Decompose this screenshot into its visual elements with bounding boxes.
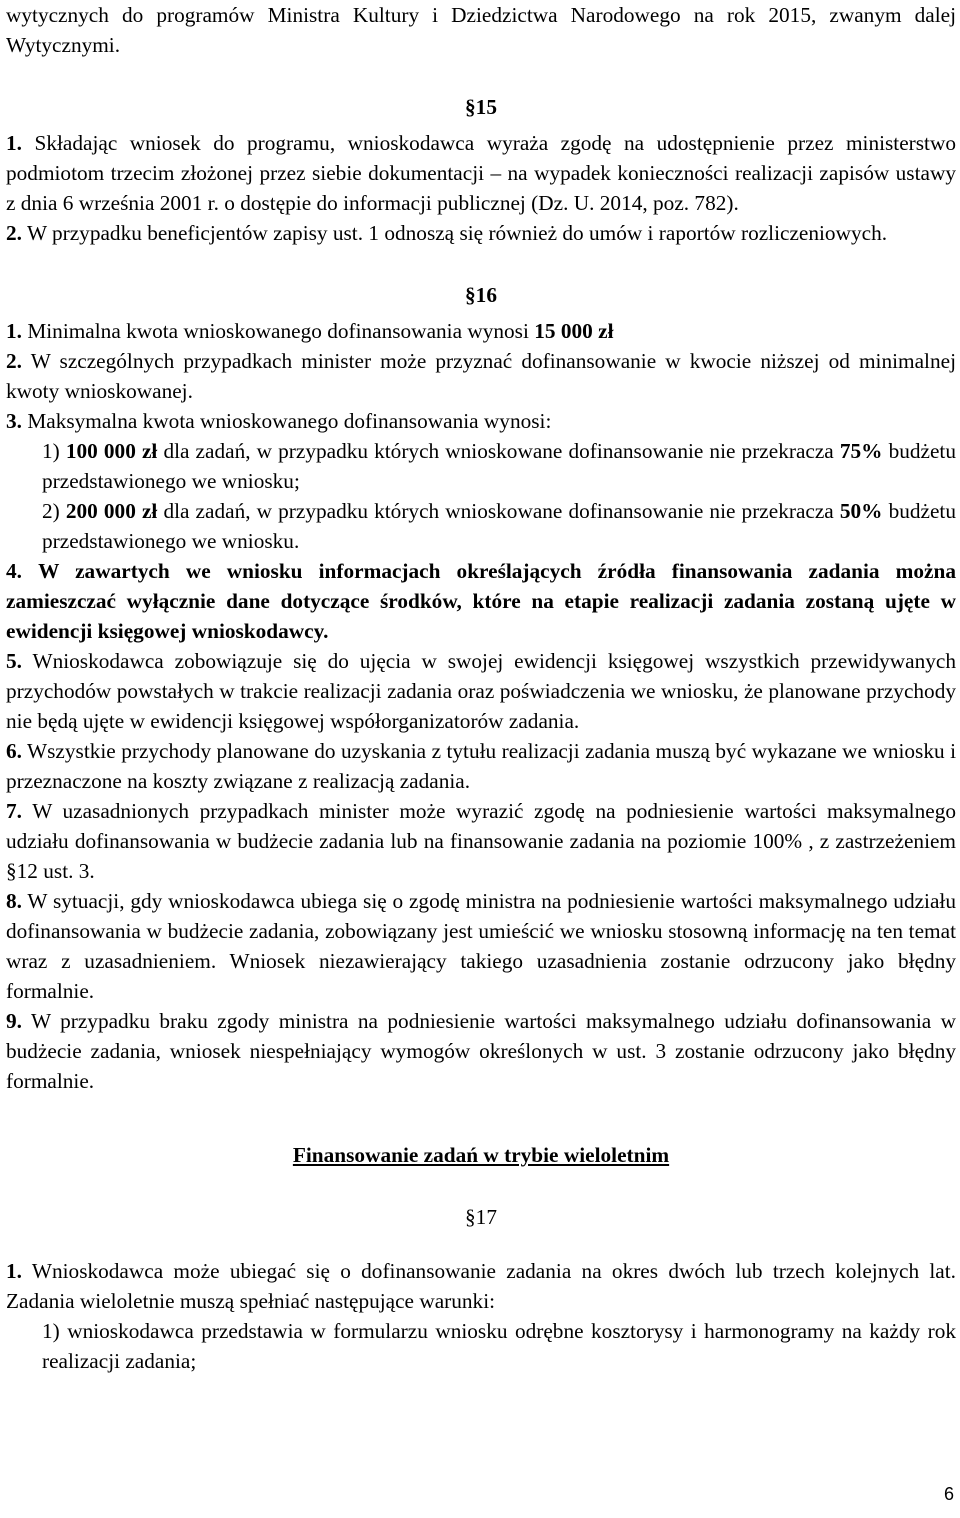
page-number: 6 bbox=[943, 1484, 954, 1504]
s16-p5: 5. Wnioskodawca zobowiązuje się do ujęcia w swojej ewidencji księgowej wszystkich przewidywanych przychodów powstałych w trakcie realizacji zadania oraz poświadczenia we wniosku, że planowane przychody nie będą ujęte w ewidencji księgowej współorganizatorów zadania. bbox=[6, 649, 956, 733]
s16-p9: 9. W przypadku braku zgody ministra na podniesienie wartości maksymalnego udziału dofinansowania w budżecie zadania, wniosek niespełniający wymogów określonych w ust. 3 zostanie odrzucony jako błędny formalnie. bbox=[6, 1009, 956, 1093]
s16-p2: 2. W szczególnych przypadkach minister może przyznać dofinansowanie w kwocie niższej od minimalnej kwoty wnioskowanej. bbox=[6, 349, 956, 403]
s16-p3-item-1: 1) 100 000 zł dla zadań, w przypadku których wnioskowane dofinansowanie nie przekracza 75% budżetu przedstawionego we wniosku; bbox=[42, 439, 956, 493]
continuation-paragraph: wytycznych do programów Ministra Kultury i Dziedzictwa Narodowego na rok 2015, zwanym dalej Wytycznymi. bbox=[6, 3, 956, 57]
s17-p1: 1. Wnioskodawca może ubiegać się o dofinansowanie zadania na okres dwóch lub trzech kolejnych lat. Zadania wieloletnie muszą spełniać następujące warunki: bbox=[6, 1259, 956, 1313]
section-heading: Finansowanie zadań w trybie wieloletnim bbox=[292, 1143, 670, 1167]
s15-p1: 1. Składając wniosek do programu, wnioskodawca wyraża zgodę na udostępnienie przez ministerstwo podmiotom trzecim złożonej przez siebie dokumentacji – na wypadek konieczności realizacji zapisów ustawy z dnia 6 września 2001 r. o dostępie do informacji publicznej (Dz. U. 2014, poz. 782). bbox=[6, 131, 956, 215]
document-page bbox=[6, 0, 956, 1376]
s15-p2: 2. W przypadku beneficjentów zapisy ust. 1 odnoszą się również do umów i raportów rozliczeniowych. bbox=[6, 221, 888, 245]
s16-p8: 8. W sytuacji, gdy wnioskodawca ubiega się o zgodę ministra na podniesienie wartości maksymalnego udziału dofinansowania w budżecie zadania, zobowiązany jest umieścić we wniosku stosowną informację na ten temat wraz z uzasadnieniem. Wniosek niezawierający takiego uzasadnienia zostanie odrzucony jako błędny formalnie. bbox=[6, 889, 956, 1003]
s16-p3: 3. Maksymalna kwota wnioskowanego dofinansowania wynosi: bbox=[6, 409, 552, 433]
section-16-title: §16 bbox=[465, 283, 497, 307]
s16-p6: 6. Wszystkie przychody planowane do uzyskania z tytułu realizacji zadania muszą być wykazane we wniosku i przeznaczone na koszty związane z realizacją zadania. bbox=[6, 739, 956, 793]
s16-p7: 7. W uzasadnionych przypadkach minister może wyrazić zgodę na podniesienie wartości maksymalnego udziału dofinansowania w budżecie zadania lub na finansowanie zadania na poziomie 100% , z zastrzeżeniem §12 ust. 3. bbox=[6, 799, 956, 883]
section-17-title: §17 bbox=[465, 1205, 497, 1229]
s17-item-1: 1) wnioskodawca przedstawia w formularzu wniosku odrębne kosztorysy i harmonogramy na każdy rok realizacji zadania; bbox=[42, 1319, 956, 1373]
s16-p3-item-2: 2) 200 000 zł dla zadań, w przypadku których wnioskowane dofinansowanie nie przekracza 50% budżetu przedstawionego we wniosku. bbox=[42, 499, 956, 553]
s16-p4: 4. W zawartych we wniosku informacjach określających źródła finansowania zadania można zamieszczać wyłącznie dane dotyczące środków, które na etapie realizacji zadania zostaną ujęte w ewidencji księgowej wnioskodawcy. bbox=[6, 559, 956, 643]
section-15-title: §15 bbox=[465, 95, 497, 119]
s16-p1: 1. Minimalna kwota wnioskowanego dofinansowania wynosi 15 000 zł bbox=[6, 319, 614, 343]
